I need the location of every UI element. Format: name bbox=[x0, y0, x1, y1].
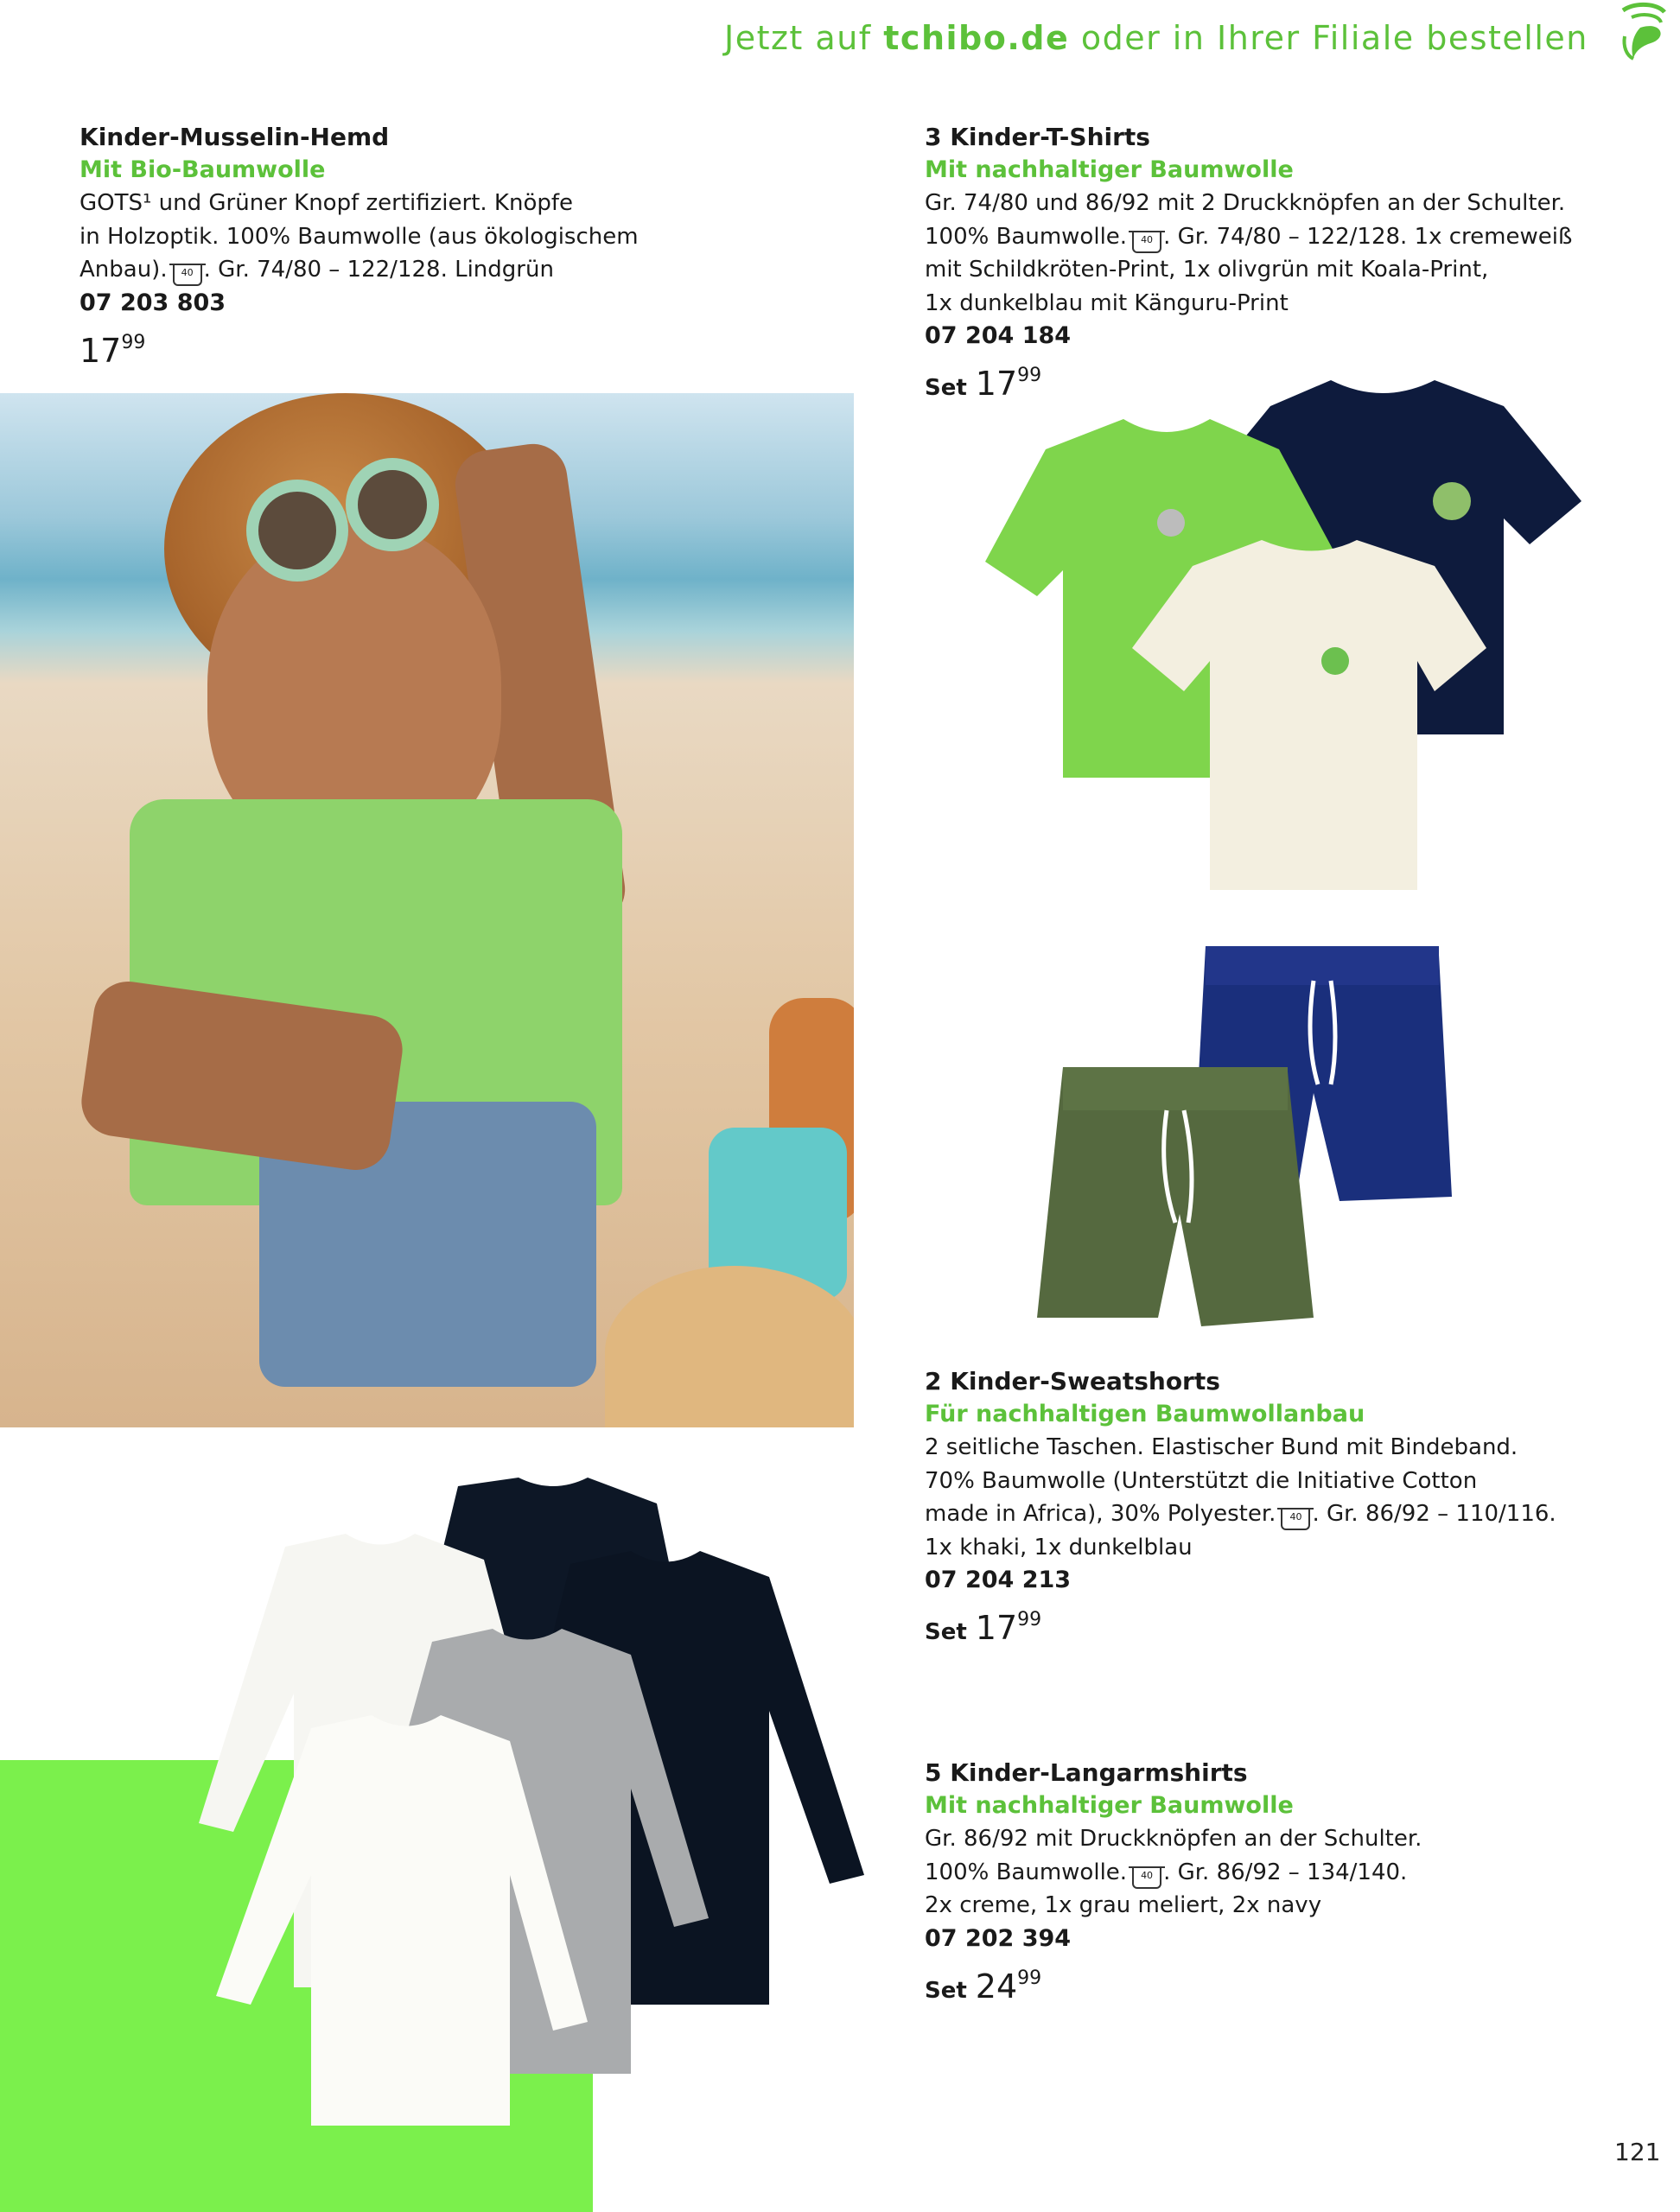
product-description bbox=[925, 187, 1668, 320]
price bbox=[925, 1604, 1668, 1649]
price-main: 17 bbox=[80, 331, 122, 370]
order-banner bbox=[724, 19, 1588, 57]
banner-prefix: Jetzt auf bbox=[724, 19, 884, 57]
price-cents: 99 bbox=[121, 331, 146, 353]
product-subtitle: Mit nachhaltiger Baumwolle bbox=[925, 1792, 1294, 1819]
product-subtitle: Mit Bio-Baumwolle bbox=[80, 156, 326, 183]
article-number: 07 204 184 bbox=[925, 322, 1072, 349]
wash-40-icon: 40 bbox=[1132, 232, 1161, 253]
price-main: 17 bbox=[975, 365, 1018, 403]
product-5-langarmshirts bbox=[925, 1757, 1668, 2007]
banner-brand-link[interactable]: tchibo.de bbox=[883, 19, 1070, 57]
wash-40-icon: 40 bbox=[1281, 1510, 1310, 1530]
product-musselin-hemd bbox=[80, 121, 823, 372]
price-set-label: Set bbox=[925, 1619, 967, 1645]
product-3-t-shirts bbox=[925, 121, 1668, 404]
desc-line bbox=[925, 1497, 1668, 1531]
t-shirts-product-image bbox=[985, 372, 1616, 907]
desc-line bbox=[925, 220, 1668, 254]
price-cents: 99 bbox=[1017, 1967, 1042, 1989]
product-subtitle: Für nachhaltigen Baumwollanbau bbox=[925, 1401, 1365, 1427]
price bbox=[80, 327, 823, 372]
desc-text: 100% Baumwolle. bbox=[925, 1859, 1128, 1885]
product-title: 5 Kinder-Langarmshirts bbox=[925, 1758, 1248, 1787]
article-number: 07 202 394 bbox=[925, 1924, 1072, 1952]
desc-line: mit Schildkröten-Print, 1x olivgrün mit Koala-Print, bbox=[925, 257, 1489, 283]
desc-line: 70% Baumwolle (Unterstützt die Initiative Cotton bbox=[925, 1467, 1478, 1494]
desc-text: . Gr. 74/80 – 122/128. Lindgrün bbox=[203, 257, 554, 283]
desc-line bbox=[925, 1856, 1668, 1890]
product-title: Kinder-Musselin-Hemd bbox=[80, 123, 390, 151]
product-description bbox=[80, 187, 823, 287]
product-title: 3 Kinder-T-Shirts bbox=[925, 123, 1150, 151]
desc-line: Gr. 74/80 und 86/92 mit 2 Druckknöpfen an der Schulter. bbox=[925, 190, 1566, 216]
desc-text: Anbau). bbox=[80, 257, 168, 283]
page-number: 121 bbox=[1614, 2138, 1661, 2166]
product-title: 2 Kinder-Sweatshorts bbox=[925, 1367, 1220, 1395]
desc-line: 1x dunkelblau mit Känguru-Print bbox=[925, 289, 1289, 316]
product-description bbox=[925, 1822, 1668, 1923]
article-number: 07 204 213 bbox=[925, 1567, 1072, 1593]
price-cents: 99 bbox=[1017, 1609, 1042, 1630]
price-cents: 99 bbox=[1017, 365, 1042, 386]
price-set-label: Set bbox=[925, 1977, 967, 2004]
article-number: 07 203 803 bbox=[80, 289, 226, 316]
desc-line: 2x creme, 1x grau meliert, 2x navy bbox=[925, 1892, 1322, 1918]
product-2-sweatshorts bbox=[925, 1365, 1668, 1649]
desc-line: GOTS¹ und Grüner Knopf zertifiziert. Knöpfe bbox=[80, 190, 574, 216]
sweatshorts-product-image bbox=[1028, 938, 1452, 1335]
product-subtitle: Mit nachhaltiger Baumwolle bbox=[925, 156, 1294, 183]
desc-line: Gr. 86/92 mit Druckknöpfen an der Schulter. bbox=[925, 1826, 1422, 1852]
wash-40-icon: 40 bbox=[173, 265, 202, 286]
desc-text: . Gr. 74/80 – 122/128. 1x cremeweiß bbox=[1163, 223, 1573, 250]
desc-line bbox=[80, 253, 823, 287]
langarmshirts-product-image bbox=[173, 1469, 890, 2126]
desc-line: 2 seitliche Taschen. Elastischer Bund mit Bindeband. bbox=[925, 1434, 1518, 1460]
banner-suffix: oder in Ihrer Filiale bestellen bbox=[1069, 19, 1588, 57]
desc-text: . Gr. 86/92 – 134/140. bbox=[1163, 1859, 1408, 1885]
desc-text: made in Africa), 30% Polyester. bbox=[925, 1501, 1276, 1527]
child-beach-photo bbox=[0, 393, 854, 1427]
price-main: 17 bbox=[975, 1609, 1018, 1647]
wash-40-icon: 40 bbox=[1132, 1868, 1161, 1889]
price-main: 24 bbox=[975, 1967, 1018, 2005]
product-description bbox=[925, 1431, 1668, 1564]
tchibo-cup-logo-icon bbox=[1614, 2, 1668, 62]
desc-text: 100% Baumwolle. bbox=[925, 223, 1128, 250]
desc-line: in Holzoptik. 100% Baumwolle (aus ökologischem bbox=[80, 223, 639, 250]
price-set-label: Set bbox=[925, 375, 967, 401]
desc-line: 1x khaki, 1x dunkelblau bbox=[925, 1534, 1193, 1560]
desc-text: . Gr. 86/92 – 110/116. bbox=[1312, 1501, 1556, 1527]
price bbox=[925, 1962, 1668, 2007]
